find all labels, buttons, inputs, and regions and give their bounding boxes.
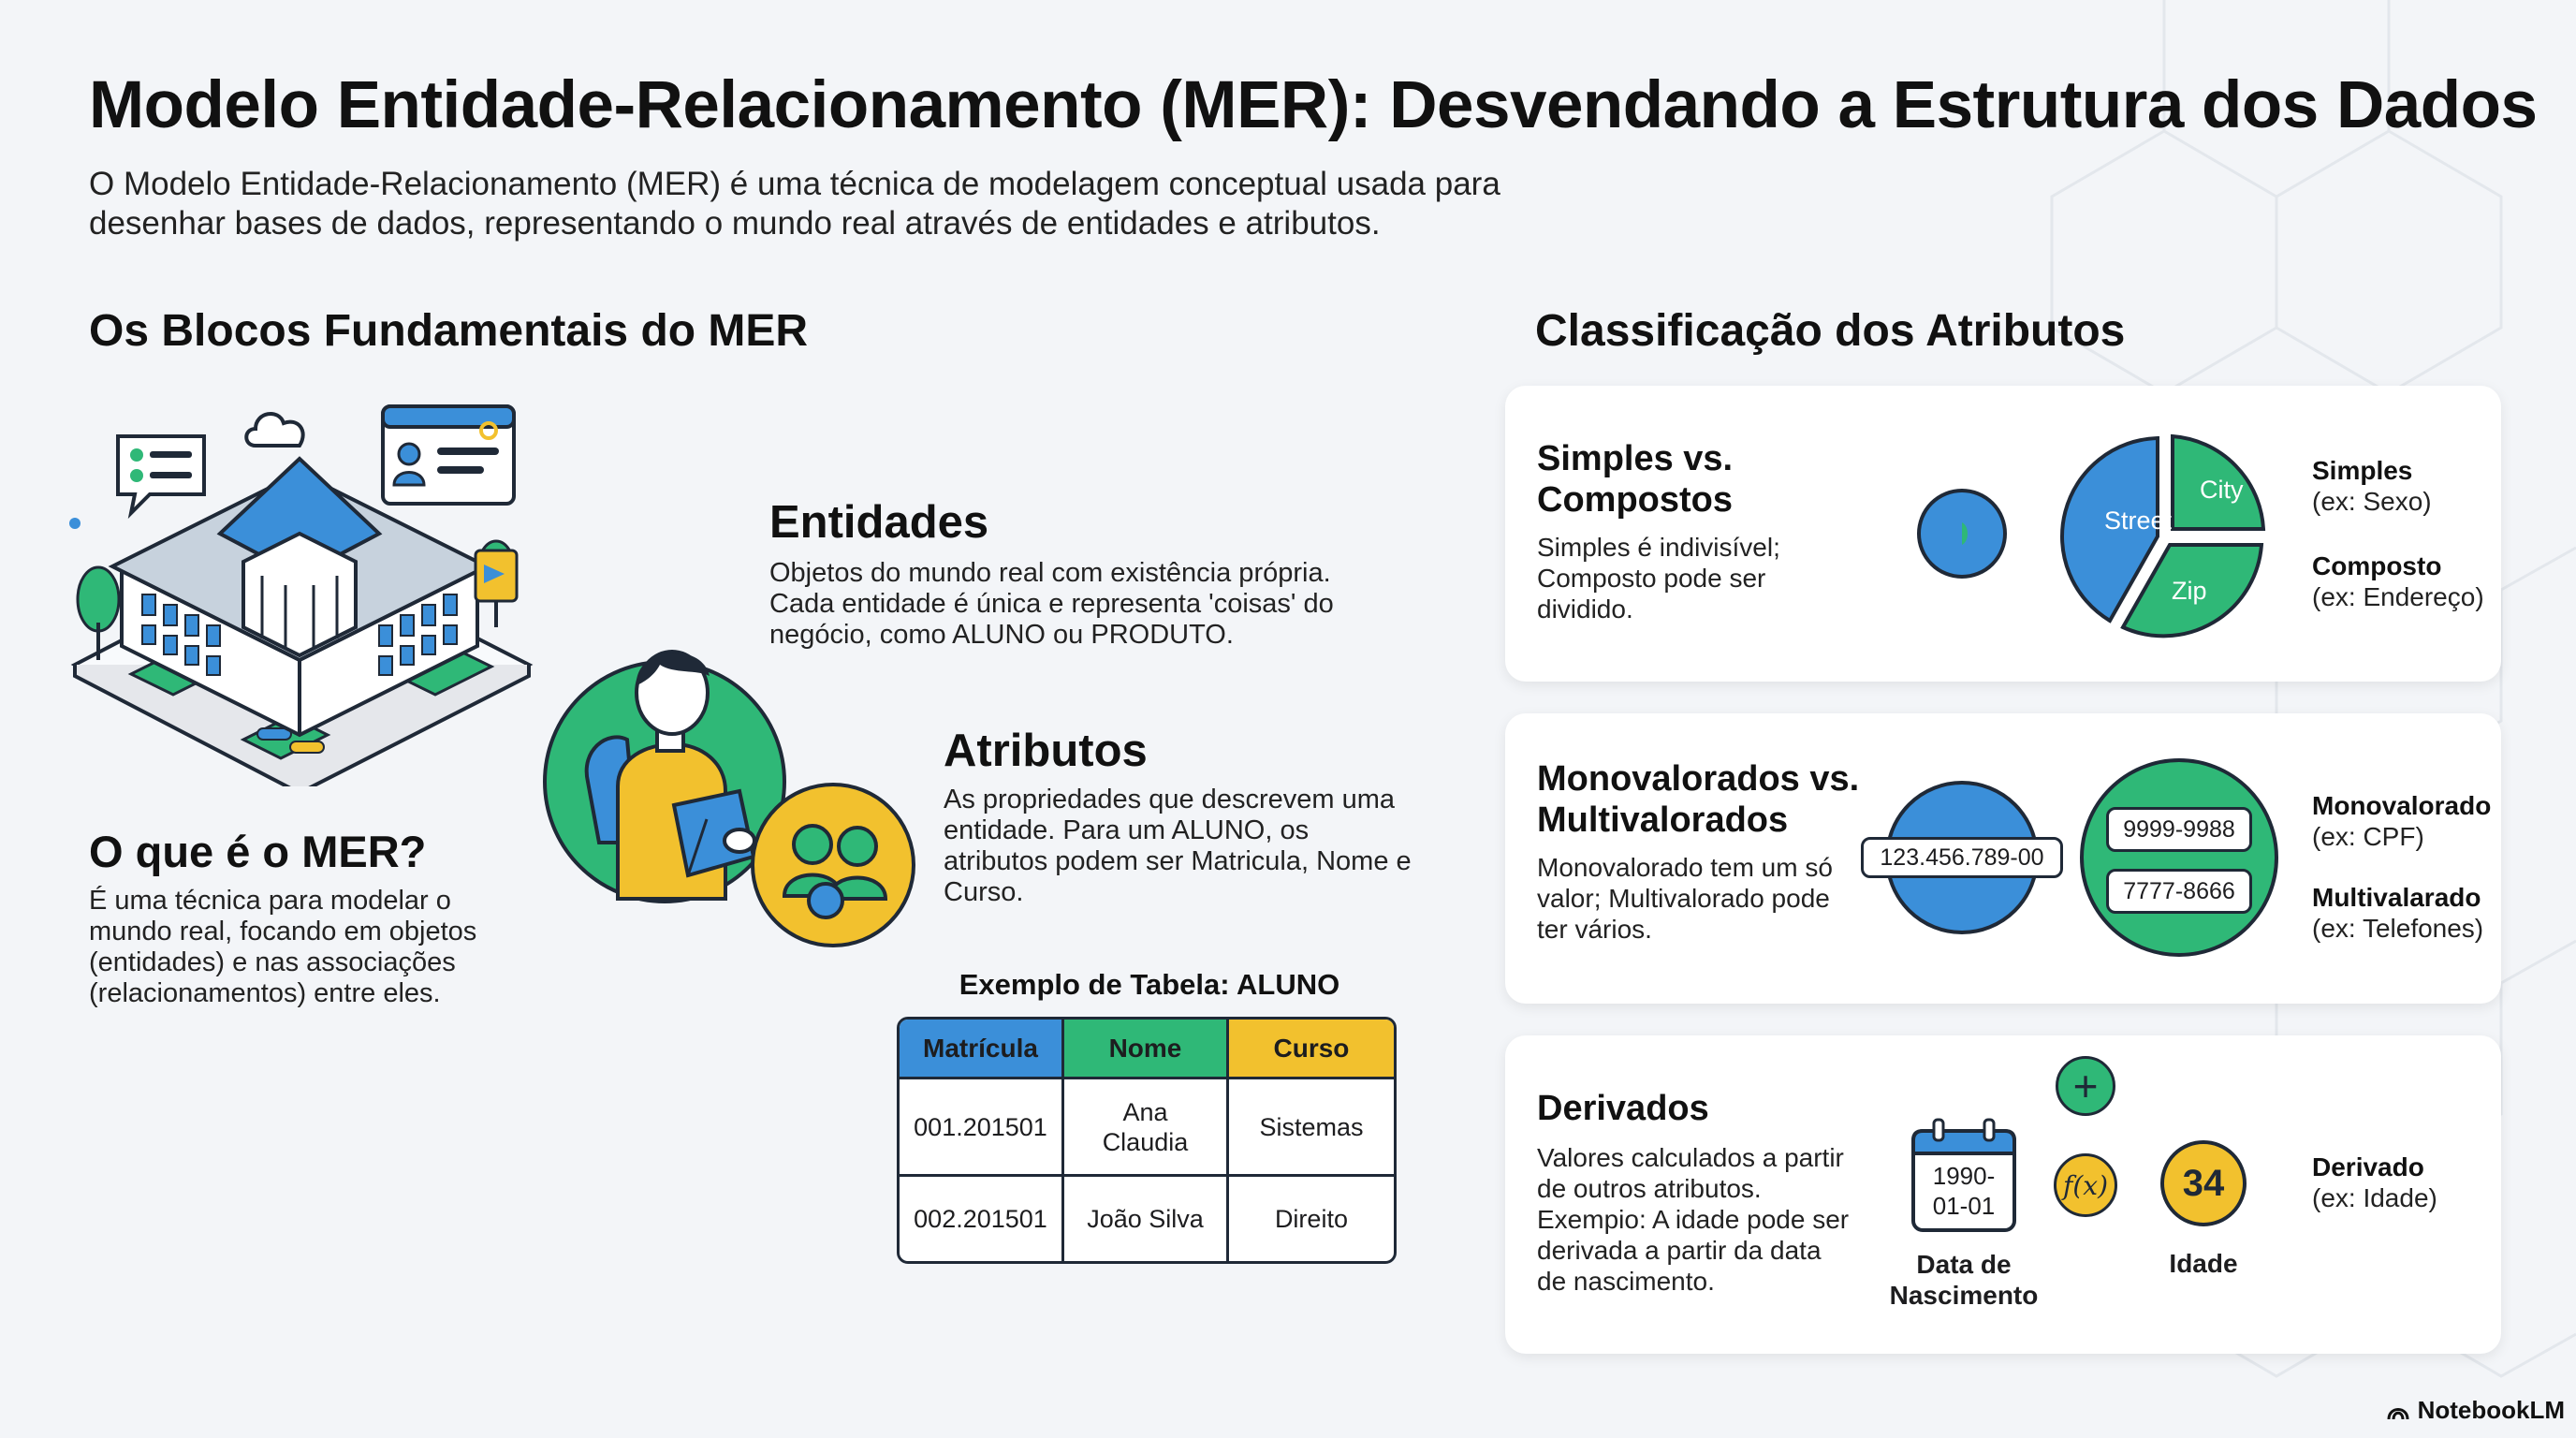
label-monovalorado: Monovalorado <box>2312 791 2492 820</box>
composite-pie-icon <box>2059 431 2271 642</box>
chat-bubble-icon <box>112 431 211 520</box>
cpf-value-chip: 123.456.789-00 <box>1861 837 2063 878</box>
age-caption: Idade <box>2169 1249 2238 1278</box>
brand-label: NotebookLM <box>2417 1396 2565 1424</box>
pie-label-zip: Zip <box>2172 577 2207 605</box>
simple-attribute-circle-icon <box>1915 487 2009 580</box>
card-text: Monovalorado tem um só valor; Multivalorado pode ter vários. <box>1537 853 1833 944</box>
table-cell: João Silva <box>1064 1177 1229 1261</box>
entidades-title: Entidades <box>769 497 989 548</box>
cloud-icon <box>242 401 312 452</box>
function-icon: f(x) <box>2054 1153 2117 1217</box>
notebooklm-logo-icon <box>2386 1401 2410 1421</box>
table-header-row <box>900 1020 1394 1079</box>
pie-label-city: City <box>2200 476 2244 504</box>
multi-value-circle <box>2080 758 2278 957</box>
card-title: Simples vs. Compostos <box>1537 439 1734 520</box>
table-cell: Direito <box>1274 1205 1348 1233</box>
table-row <box>900 1177 1394 1261</box>
table-header-cell: Curso <box>1229 1020 1394 1079</box>
table-caption: Exemplo de Tabela: ALUNO <box>959 968 1340 1001</box>
calendar-caption: Data de Nascimento <box>1889 1250 2039 1310</box>
flag-card-icon <box>473 548 520 604</box>
card-title: Derivados <box>1537 1089 1709 1128</box>
card-derivados <box>1505 1035 2501 1354</box>
atributos-title: Atributos <box>944 726 1148 776</box>
fundamentals-heading: Os Blocos Fundamentais do MER <box>89 306 809 356</box>
profile-card-icon <box>379 403 520 510</box>
label-simples-note: (ex: Sexo) <box>2312 487 2432 516</box>
calendar-date: 1990-01-01 <box>1932 1162 1996 1220</box>
page-intro: O Modelo Entidade-Relacionamento (MER) é uma técnica de modelagem conceptual usada para desenhar bases de dados, representando o mundo real através de entidades e atributos. <box>89 166 1500 242</box>
ring-decoration <box>479 421 498 440</box>
table-header-cell: Nome <box>1064 1020 1229 1079</box>
age-value-badge: 34 <box>2160 1140 2247 1226</box>
label-simples: Simples <box>2312 456 2413 485</box>
label-derivado: Derivado <box>2312 1152 2424 1181</box>
card-mono-multi <box>1505 713 2501 1004</box>
what-is-mer-title: O que é o MER? <box>89 827 427 876</box>
table-cell: 001.201501 <box>900 1079 1064 1177</box>
table-row <box>900 1079 1394 1177</box>
table-cell: 002.201501 <box>900 1177 1064 1261</box>
card-title: Monovalorados vs. Multivalorados <box>1537 759 1860 840</box>
label-multivalorado: Multivalarado <box>2312 883 2481 912</box>
label-composto-note: (ex: Endereço) <box>2312 582 2484 611</box>
classification-heading: Classificação dos Atributos <box>1535 306 2126 356</box>
phone-value-chip: 9999-9988 <box>2106 807 2252 852</box>
label-multivalorado-note: (ex: Telefones) <box>2312 914 2484 943</box>
table-cell: Ana Claudia <box>1064 1079 1229 1177</box>
label-composto: Composto <box>2312 551 2442 580</box>
entidades-text: Objetos do mundo real com existência própria. Cada entidade é única e representa 'coisas' do negócio, como ALUNO ou PRODUTO. <box>769 558 1334 650</box>
card-simples-compostos <box>1505 386 2501 682</box>
table-header-cell: Matrícula <box>900 1020 1064 1079</box>
page-title: Modelo Entidade-Relacionamento (MER): Desvendando a Estrutura dos Dados <box>89 68 2538 142</box>
group-attributes-icon <box>747 779 920 952</box>
atributos-text: As propriedades que descrevem uma entidade. Para um ALUNO, os atributos podem ser Matricula, Nome e Curso. <box>944 785 1412 907</box>
card-text: Simples é indivisível; Composto pode ser dividido. <box>1537 533 1780 624</box>
label-monovalorado-note: (ex: CPF) <box>2312 822 2424 851</box>
aluno-table <box>897 1017 1397 1264</box>
what-is-mer-text: É uma técnica para modelar o mundo real, focando em objetos (entidades) e nas associações (relacionamentos) entre eles. <box>89 886 477 1008</box>
plus-icon: + <box>2056 1056 2115 1116</box>
pie-label-street: Street <box>2104 506 2173 535</box>
dot-decoration <box>69 518 80 529</box>
notebooklm-brand <box>2386 1396 2565 1425</box>
card-text: Valores calculados a partir de outros atributos. Exempio: A idade pode ser derivada a partir da data de nascimento. <box>1537 1143 1850 1296</box>
phone-value-chip: 7777-8666 <box>2106 869 2252 914</box>
table-cell: Sistemas <box>1229 1079 1394 1177</box>
label-derivado-note: (ex: Idade) <box>2312 1183 2437 1212</box>
